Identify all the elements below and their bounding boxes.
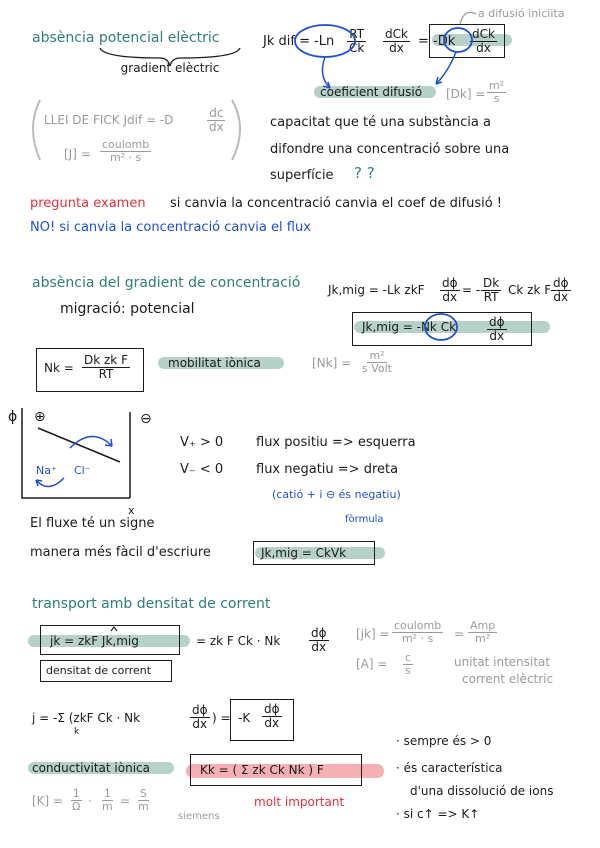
j-dimension: [J] = [64, 147, 91, 161]
k-unit-frac3: $\frac{S}{m}$ [138, 787, 149, 813]
circle-nk [425, 314, 457, 340]
frac-dck-dx: dCk dx [385, 27, 408, 55]
question-marks: ? ? [354, 164, 375, 182]
eq-jmig-rhs: Ck zk F [508, 283, 552, 297]
box-jmig-text: Jk,mig = -Nk Ck [362, 320, 457, 334]
fick-frac: $\frac{dc}{dx}$ [209, 106, 224, 134]
circle-ln [295, 25, 355, 57]
vplus: V₊ > 0 [180, 435, 224, 450]
dk-unit: [Dk] = [446, 87, 486, 101]
vminus-desc: flux negatiu => dreta [256, 462, 399, 477]
note-es: · és característica [396, 761, 503, 775]
diagram-phi: ϕ [8, 409, 18, 425]
nk-unit: [Nk] = [312, 356, 352, 370]
j-box-frac: $\frac{d\phi}{dx}$ [264, 702, 280, 730]
annot-difusio: a difusió iniciita [478, 7, 565, 20]
fick-paren-left [33, 100, 40, 160]
diagram-arrow-bottom [36, 478, 64, 487]
capacitat-line3: superfície [270, 168, 334, 183]
k-unit-frac2: $\frac{1}{m}$ [102, 787, 113, 813]
unitat-line2: corrent elèctric [462, 672, 554, 686]
arrow-dk-coef [436, 52, 456, 84]
fluxe-line2: manera més fàcil d'escriure [30, 545, 211, 560]
eq-jmig-mid: = - [462, 283, 481, 297]
answer-text: NO! si canvia la concentració canvia el flux [30, 220, 311, 235]
a-unit-frac: $\frac{c}{s}$ [405, 651, 412, 677]
amp-frac: Amp m² [470, 619, 496, 645]
question-label: pregunta examen [30, 196, 146, 211]
j-dimension-frac: coulomb m² · s [102, 138, 150, 164]
diagram-na: Na⁺ [36, 464, 57, 477]
nk-frac: $\frac{\text{Dk zk F}}{RT}$ [84, 353, 128, 381]
migracio-label: migració: potencial [60, 301, 195, 317]
catio-note: (catió + i ⊖ és negatiu) [272, 488, 401, 501]
frac-dk-rt: $\frac{Dk}{RT}$ [483, 276, 500, 304]
circle-dk [444, 28, 472, 52]
formula-note: fòrmula [345, 514, 384, 525]
nk-unit-frac: m² s Volt [362, 349, 392, 375]
kk-eq: Kk = ( Σ zk Ck Nk ) F [200, 763, 324, 777]
gradient-electric-label: gradient elèctric [120, 61, 220, 75]
diagram-x: x [128, 504, 135, 517]
fluxe-line1: El fluxe té un signe [30, 516, 155, 531]
frac-dck-dx-2: dCk dx [472, 27, 495, 55]
k-unit-dot: · [88, 794, 92, 808]
diagram-arrow-top [70, 436, 112, 448]
heading-potencial: absència potencial elèctric [32, 30, 220, 46]
fick-law: LLEI DE FICK Jdif = -D [44, 113, 174, 127]
jbox-text: Jk,mig = CkVk [261, 546, 347, 560]
a-unit: [A] = [356, 657, 388, 671]
jk-unit: [jk] = [356, 627, 390, 641]
diagram-minus: ⊖ [140, 411, 152, 427]
box-jmig-frac: $\frac{d\phi}{dx}$ [489, 315, 505, 343]
capacitat-line2: difondre una concentració sobre una [270, 142, 510, 157]
jk-unit-eq: = [454, 627, 465, 641]
j-sum-rhs: ) = [212, 711, 231, 725]
note-es2: d'una dissolució de ions [410, 784, 554, 798]
siemens-label: siemens [178, 811, 220, 822]
mobilitat-label: mobilitat iònica [168, 356, 261, 370]
fick-paren-right [232, 100, 240, 160]
conduct-label: conductivitat iònica [32, 761, 150, 775]
j-sum-frac: $\frac{d\phi}{dx}$ [192, 703, 208, 731]
question-text: si canvia la concentració canvia el coef de difusió ! [170, 196, 503, 211]
eq-dk: = -Dk [418, 34, 456, 49]
jk-eq: jk = zkF Jk,mig [50, 634, 139, 648]
brace-gradient [100, 48, 240, 66]
frac-dphi-dx-2: $\frac{d\phi}{dx}$ [553, 276, 569, 304]
frac-dphi-dx-1: $\frac{d\phi}{dx}$ [442, 276, 458, 304]
frac-rt-ck: $\frac{RT}{Ck}$ [349, 27, 365, 55]
k-unit-frac1: $\frac{1}{\Omega}$ [72, 787, 81, 813]
nk-lhs: Nk = [44, 361, 74, 375]
dk-unit-frac: $\frac{\text{m²}}{s}$ [489, 79, 505, 105]
densitat-label: densitat de corrent [46, 664, 152, 677]
heading-gradient: absència del gradient de concentració [32, 275, 301, 291]
j-box-k: -K [238, 711, 251, 725]
jk-eq-mid: = zk F Ck · Nk [196, 634, 281, 648]
j-sum-sub: k [74, 727, 80, 737]
important-label: molt important [254, 795, 345, 809]
unitat-line1: unitat intensitat [454, 655, 551, 669]
heading-densitat: transport amb densitat de corrent [32, 596, 271, 612]
coef-label: coeficient difusió [320, 85, 423, 99]
note-sempre: · sempre és > 0 [396, 734, 492, 748]
note-sic: · si c↑ => K↑ [396, 807, 480, 821]
jk-frac: $\frac{d\phi}{dx}$ [311, 626, 327, 654]
diagram-cl: Cl⁻ [74, 464, 91, 477]
eq-jmig-lhs: Jk,mig = -Lk zkF [328, 283, 425, 297]
capacitat-line1: capacitat que té una substància a [270, 115, 491, 130]
jk-unit-frac: coulomb m² · s [394, 619, 442, 645]
vplus-desc: flux positiu => esquerra [256, 435, 416, 450]
j-sum-lhs: j = -Σ (zkF Ck · Nk [32, 711, 141, 725]
k-unit: [K] = [32, 794, 64, 808]
eq-jdif-lhs: Jk dif = -Ln [263, 34, 335, 49]
k-unit-eq: = [120, 794, 131, 808]
vminus: V₋ < 0 [180, 462, 224, 477]
arrow-annot [460, 12, 476, 24]
diagram-plus: ⊕ [34, 409, 46, 425]
